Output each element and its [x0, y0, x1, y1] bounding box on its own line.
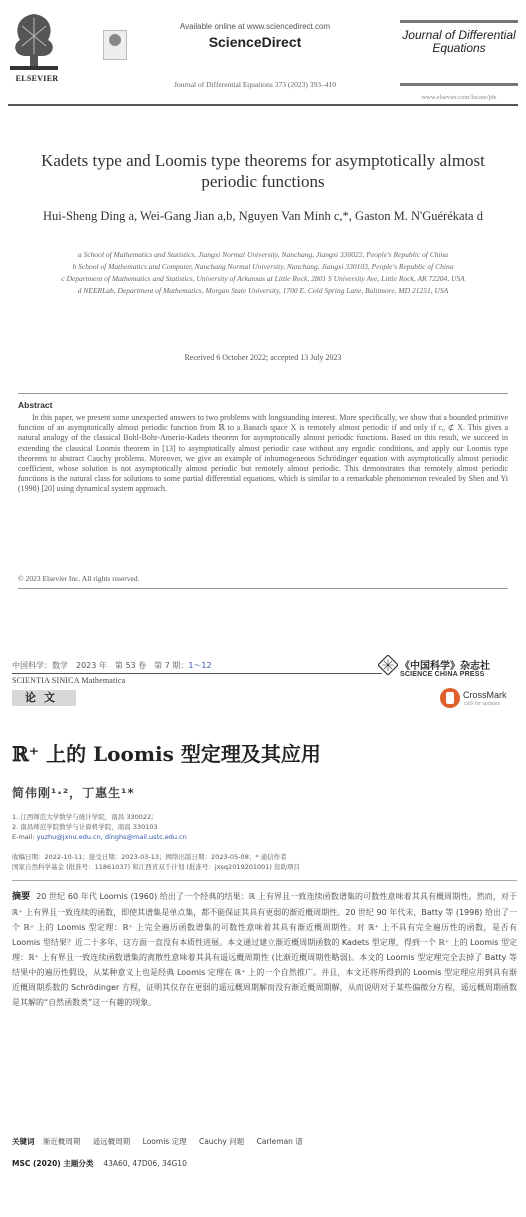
crossmark-badge[interactable] [440, 688, 520, 710]
cn-abstract-rule [12, 880, 517, 881]
cn-dates-block [12, 852, 517, 872]
cn-dates: 收稿日期：2022-10-11；接受日期：2023-03-13；网络出版日期：2023-05-08；* 通信作者 [12, 853, 287, 861]
header-divider [8, 104, 518, 106]
cn-keyword: Carleman 谱 [256, 1137, 303, 1146]
cn-msc-codes: 43A60, 47D06, 34G10 [103, 1159, 187, 1168]
paper-type-badge: 论文 [12, 690, 76, 706]
author-list: Hui-Sheng Ding a, Wei-Gang Jian a,b, Nguyen Van Minh c,*, Gaston M. N'Guérékata d [43, 209, 483, 223]
journal-name-box [400, 20, 518, 86]
cn-affiliation-item: 1. 江西师范大学数学与统计学院，南昌 330022; [12, 813, 154, 821]
crossmark-sub: click for updates [464, 701, 501, 707]
crossmark-icon [440, 688, 460, 708]
cn-funding: 国家自然科学基金 (批准号：11861037) 和江西省双千计划 (批准号：jxsq2019201001) 资助项目 [12, 863, 301, 871]
cn-affiliation-item: 2. 南昌师范学院数学与计算机学院，南昌 330103 [12, 823, 158, 831]
affiliation-item: c Department of Mathematics and Statistics, University of Arkansas at Little Rock, 2801 S University Ave, Little Rock, AR 72204, USA [61, 274, 465, 283]
cn-keyword: Cauchy 问题 [198, 1137, 245, 1146]
affiliation-item: a School of Mathematics and Statistics, Jiangxi Normal University, Nanchang, Jiangxi 330022, People's Republic of China [77, 250, 449, 259]
affiliation-list [18, 250, 508, 298]
cn-header-rule [12, 673, 382, 674]
cn-keyword: 渐近概周期 [42, 1137, 81, 1146]
cn-abstract-label: 摘要 [12, 892, 31, 902]
cn-author-list: 简伟刚¹·²，丁惠生¹* [12, 786, 135, 800]
cn-keyword: 遥远概周期 [92, 1137, 131, 1146]
cn-keywords-label: 关键词 [12, 1137, 35, 1146]
copyright-notice: © 2023 Elsevier Inc. All rights reserved. [18, 574, 140, 583]
cn-journal-line [12, 660, 212, 671]
crossmark-small-badge[interactable] [103, 30, 127, 60]
cn-abstract-body: 20 世纪 60 年代 Loomis (1960) 给出了一个经典的结果：ℝ 上有界且一致连续函数谱集的可数性意味着其具有概周期性。然而，对于 ℝ⁺ 上有界且一致连续的函数，即使其谱集是单点集，都不能保证其具有更弱的渐近概周期性。20 世纪 90 年代末，Batty 等 (1998) 给出了一个 ℝ⁺ 上的 Loomis 型定理：ℝ⁺ 上完全遍历函数谱集的可数性意味着其具有渐近概周期性。对 ℝ⁺ 上不具有完全遍历性的函数，是否有 Loomis 型结果？近二十多年，这方面一直没有本质性进展。本文通过建立渐近概周期函数的 Kadets 型定理，得到一个 ℝ⁺ 上的 Loomis 型定理：ℝ⁺ 上有界且一致连续函数谱集的离散性意味着其具有遥远概周期性 (比渐近概周期性略弱)。本文的 Loomis 型定理完全去掉了 Batty 等结果中的遍历性假设，从某种意义上也是经典 Loomis 定理在 ℝ⁺ 上的一个自然推广。并且，本文还将所得到的 Loomis 型定理应用到具有渐近概周期系数的 Schrödinger 方程，证明其仅存在更弱的遥远概周期解而没有渐近概周期解，从而说明对于某些偏微分方程，遥远概周期函数是其解的“自然函数类”这一有趣的现象。 [12, 892, 517, 1007]
crossmark-label: CrossMark [463, 690, 507, 700]
elsevier-tree-logo [8, 6, 60, 80]
cn-keyword: Loomis 定理 [142, 1137, 187, 1146]
sciencedirect-logo-text: ScienceDirect [208, 34, 302, 50]
cn-journal-en: SCIENTIA SINICA Mathematica [12, 676, 126, 685]
abstract-top-rule [18, 393, 508, 394]
crossmark-icon [109, 34, 121, 46]
cn-abstract [12, 889, 517, 1010]
cn-email-link[interactable]: yuzhu@jxnu.edu.cn, dinghs@mail.ustc.edu.cn [36, 833, 187, 841]
affiliation-item: d NEERLab, Department of Mathematics, Morgan State University, 1700 E. Cold Spring Lane, Baltimore, MD 21251, USA [77, 286, 449, 295]
cn-email-label: E-mail: [12, 833, 37, 841]
cn-paper-title: ℝ⁺ 上的 Loomis 型定理及其应用 [12, 742, 321, 766]
abstract-bottom-rule [18, 588, 508, 589]
abstract-body: In this paper, we present some unexpected answers to two problems with longstanding interest. More specifically, we show that a bounded primitive function of an asymptotically almost periodic function from ℝ to a Banach space X is remotely almost periodic if and only if c₀ ⊄ X. This gives a natural analogy of the classical Bohl-Bohr-Amerio-Kadets theorem for asymptotically almost periodic functions. Based on this result, we succeed in extending the classical Loomis theorem in [13] to asymptotically almost periodic case without any ergodic conditions, and apply our Loomis type theorems to abstract Cauchy problems. Moreover, we give an example of inhomogeneous Schrödinger equation with asymptotically almost periodic coefficient, whose solution is not asymptotically almost periodic but remotely almost periodic. This demonstrates that remotely almost periodic functions is the natural class for solutions to some partial differential equations, which is similar to a remarkable phenomenon revealed by Shen and Yi (1998) [20] using dynamical system approach. [18, 413, 508, 494]
publisher-name: ELSEVIER [15, 74, 59, 83]
press-name-cn: 《中国科学》杂志社 [400, 661, 490, 672]
journal-citation[interactable]: Journal of Differential Equations 373 (2023) 393–410 [174, 80, 336, 89]
science-china-press-icon [378, 655, 398, 675]
cn-msc [12, 1158, 187, 1169]
journal-name: Journal of Differential Equations [402, 28, 516, 55]
abstract-heading: Abstract [18, 400, 53, 410]
cn-affiliation-list [12, 812, 187, 842]
affiliation-item: b School of Mathematics and Computer, Nanchang Normal University, Nanchang, Jiangxi 330103, People's Republic of China [72, 262, 454, 271]
cn-page-range[interactable]: 1～12 [188, 661, 212, 670]
cn-email-line [12, 832, 187, 842]
press-name-en: SCIENCE CHINA PRESS [400, 671, 485, 678]
journal-url[interactable]: www.elsevier.com/locate/jde [421, 94, 497, 101]
cn-journal-info: 中国科学：数学 2023 年 第 53 卷 第 7 期： [12, 661, 189, 670]
paper-title: Kadets type and Loomis type theorems for asymptotically almost periodic functions [41, 151, 485, 191]
cn-msc-label: MSC (2020) 主题分类 [12, 1159, 94, 1168]
received-dates: Received 6 October 2022; accepted 13 July 2023 [184, 353, 342, 362]
available-online-text: Available online at www.sciencedirect.com [179, 22, 331, 31]
cn-keywords [12, 1136, 313, 1147]
